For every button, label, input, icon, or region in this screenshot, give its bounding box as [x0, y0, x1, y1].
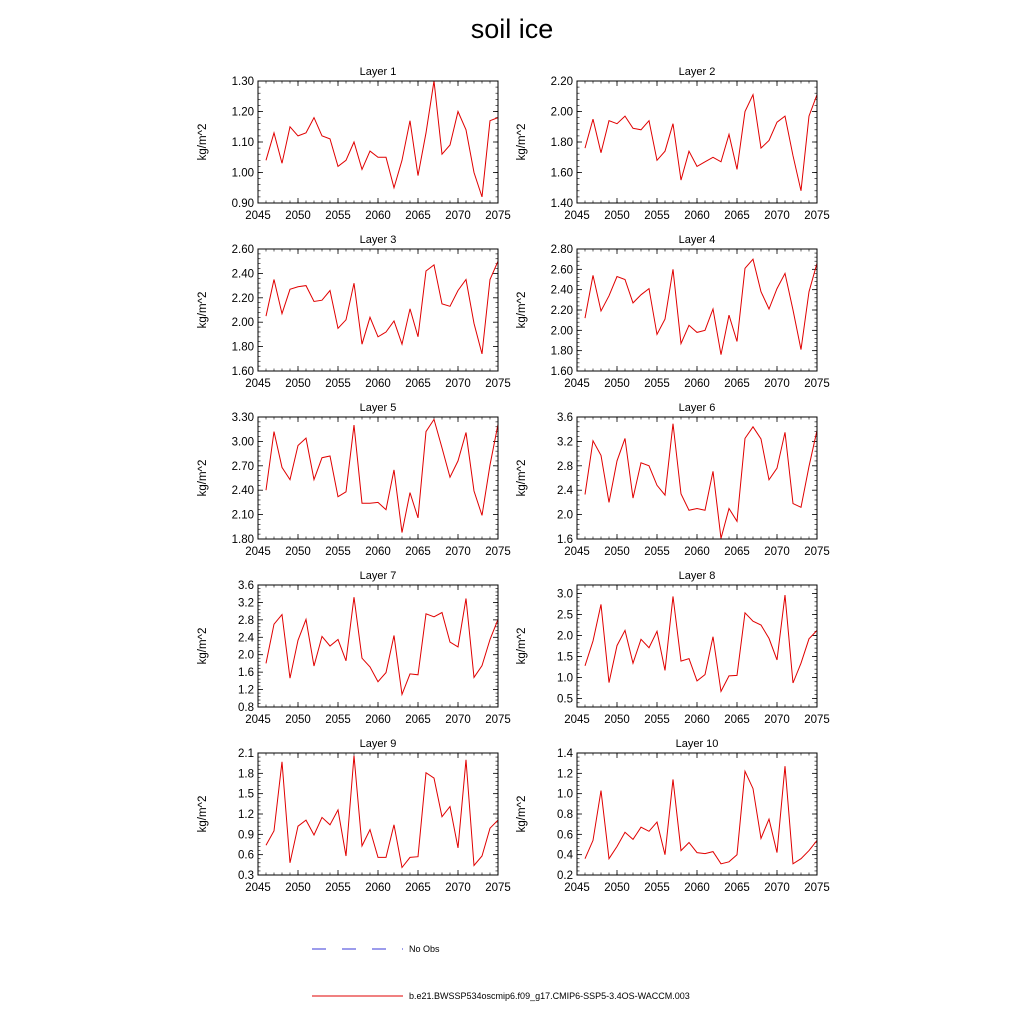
series-line: [266, 261, 498, 354]
y-tick-label: 2.00: [231, 317, 254, 330]
y-tick-label: 0.6: [238, 849, 254, 862]
y-tick-label: 2.60: [231, 244, 254, 256]
y-tick-label: 1.60: [550, 167, 573, 180]
series-line: [585, 95, 817, 191]
plot-frame: [258, 81, 498, 203]
x-tick-label: 2045: [564, 378, 590, 390]
plot-frame: [577, 249, 817, 371]
y-tick-label: 1.5: [238, 788, 254, 801]
y-tick-label: 2.0: [238, 649, 254, 662]
x-tick-label: 2070: [764, 378, 790, 390]
x-tick-label: 2065: [724, 210, 750, 222]
x-tick-label: 2055: [325, 210, 351, 222]
y-tick-label: 1.40: [550, 198, 573, 210]
x-tick-label: 2075: [804, 882, 830, 894]
x-tick-label: 2065: [724, 714, 750, 726]
y-tick-label: 1.4: [557, 748, 573, 760]
y-tick-label: 1.80: [231, 341, 254, 354]
panel-title: Layer 8: [678, 570, 716, 582]
y-tick-label: 0.3: [238, 870, 254, 882]
panel-title: Layer 3: [359, 234, 397, 246]
y-axis-label: kg/m^2: [197, 291, 209, 329]
x-tick-label: 2060: [684, 210, 710, 222]
x-tick-label: 2075: [804, 378, 830, 390]
y-tick-label: 1.30: [231, 76, 254, 88]
x-tick-label: 2060: [684, 714, 710, 726]
y-tick-label: 1.60: [550, 366, 573, 378]
x-tick-label: 2055: [325, 714, 351, 726]
x-tick-label: 2045: [564, 882, 590, 894]
y-tick-label: 2.80: [550, 244, 573, 256]
x-tick-label: 2045: [245, 378, 271, 390]
x-tick-label: 2060: [684, 882, 710, 894]
y-tick-label: 1.80: [550, 137, 573, 149]
y-axis-label: kg/m^2: [197, 123, 209, 161]
series-line: [585, 595, 817, 691]
y-axis-label: kg/m^2: [197, 627, 209, 665]
series-line: [585, 766, 817, 864]
x-tick-label: 2065: [405, 714, 431, 726]
legend-obs-label: No Obs: [409, 944, 440, 954]
y-tick-label: 2.8: [238, 614, 254, 627]
x-tick-label: 2060: [365, 546, 391, 558]
y-tick-label: 1.2: [238, 809, 254, 821]
panel-layer-3: [197, 234, 511, 390]
x-tick-label: 2065: [405, 546, 431, 558]
x-tick-label: 2060: [684, 378, 710, 390]
legend-model-label: b.e21.BWSSP534oscmip6.f09_g17.CMIP6-SSP5-3.4OS-WACCM.003: [409, 991, 690, 1001]
x-tick-label: 2045: [245, 210, 271, 222]
x-tick-label: 2070: [764, 882, 790, 894]
y-tick-label: 3.30: [231, 412, 254, 424]
y-tick-label: 0.2: [557, 870, 573, 882]
y-tick-label: 3.2: [238, 597, 254, 610]
plot-frame: [258, 249, 498, 371]
y-tick-label: 2.40: [550, 284, 573, 297]
y-tick-label: 2.5: [557, 609, 573, 622]
y-tick-label: 1.2: [238, 684, 254, 697]
series-line: [266, 419, 498, 532]
panel-layer-2: [516, 66, 830, 222]
y-tick-label: 1.2: [557, 768, 573, 781]
y-tick-label: 2.00: [550, 325, 573, 338]
x-tick-label: 2065: [724, 378, 750, 390]
panel-layer-10: [516, 738, 830, 894]
legend: [312, 949, 403, 996]
y-tick-label: 1.0: [557, 672, 573, 685]
panel-layer-6: [516, 402, 830, 558]
y-tick-label: 1.8: [238, 768, 254, 781]
y-tick-label: 2.10: [231, 509, 254, 522]
y-tick-label: 3.00: [231, 436, 254, 449]
panel-title: Layer 1: [359, 66, 397, 78]
x-tick-label: 2050: [604, 378, 630, 390]
y-tick-label: 0.90: [231, 198, 254, 210]
y-tick-label: 2.20: [231, 292, 254, 305]
panel-layer-8: [516, 570, 830, 726]
x-tick-label: 2065: [405, 378, 431, 390]
x-tick-label: 2050: [285, 714, 311, 726]
x-tick-label: 2070: [445, 378, 471, 390]
y-tick-label: 0.4: [557, 849, 573, 862]
plot-frame: [577, 81, 817, 203]
x-tick-label: 2050: [604, 714, 630, 726]
x-tick-label: 2070: [445, 210, 471, 222]
x-tick-label: 2060: [365, 378, 391, 390]
x-tick-label: 2075: [485, 882, 511, 894]
panel-layer-4: [516, 234, 830, 390]
y-axis-label: kg/m^2: [516, 459, 528, 497]
y-tick-label: 2.4: [238, 632, 254, 645]
y-tick-label: 1.6: [557, 534, 573, 546]
y-tick-label: 2.70: [231, 460, 254, 473]
y-tick-label: 1.10: [231, 137, 254, 149]
x-tick-label: 2060: [365, 714, 391, 726]
panel-title: Layer 7: [359, 570, 397, 582]
panel-layer-7: [197, 570, 511, 726]
panel-title: Layer 10: [675, 738, 719, 750]
x-tick-label: 2075: [485, 714, 511, 726]
y-tick-label: 0.6: [557, 829, 573, 842]
y-tick-label: 3.0: [557, 588, 573, 601]
x-tick-label: 2070: [445, 714, 471, 726]
panel-title: Layer 2: [678, 66, 716, 78]
y-tick-label: 1.80: [231, 534, 254, 546]
y-tick-label: 3.2: [557, 436, 573, 449]
x-tick-label: 2075: [485, 546, 511, 558]
figure-title: soil ice: [470, 14, 554, 44]
x-tick-label: 2070: [764, 210, 790, 222]
plot-frame: [577, 417, 817, 539]
x-tick-label: 2075: [485, 378, 511, 390]
y-tick-label: 2.8: [557, 460, 573, 473]
y-tick-label: 0.9: [238, 829, 254, 842]
panel-layer-9: [197, 738, 511, 894]
x-tick-label: 2055: [644, 378, 670, 390]
y-axis-label: kg/m^2: [197, 459, 209, 497]
y-tick-label: 3.6: [238, 580, 254, 592]
plot-frame: [258, 585, 498, 707]
y-tick-label: 0.8: [557, 809, 573, 821]
x-tick-label: 2050: [285, 210, 311, 222]
series-line: [585, 424, 817, 539]
x-tick-label: 2065: [405, 882, 431, 894]
x-tick-label: 2050: [604, 210, 630, 222]
y-tick-label: 1.20: [231, 106, 254, 119]
y-tick-label: 1.60: [231, 366, 254, 378]
y-tick-label: 3.6: [557, 412, 573, 424]
x-tick-label: 2050: [604, 882, 630, 894]
y-axis-label: kg/m^2: [516, 123, 528, 161]
y-tick-label: 1.0: [557, 788, 573, 801]
y-tick-label: 2.0: [557, 630, 573, 643]
panels-group: [197, 66, 830, 894]
x-tick-label: 2065: [724, 546, 750, 558]
x-tick-label: 2050: [285, 378, 311, 390]
y-tick-label: 2.0: [557, 509, 573, 522]
x-tick-label: 2050: [285, 882, 311, 894]
plot-frame: [577, 585, 817, 707]
x-tick-label: 2045: [564, 210, 590, 222]
y-axis-label: kg/m^2: [516, 795, 528, 833]
x-tick-label: 2075: [804, 210, 830, 222]
y-tick-label: 2.60: [550, 264, 573, 277]
y-tick-label: 2.40: [231, 268, 254, 281]
x-tick-label: 2050: [604, 546, 630, 558]
x-tick-label: 2075: [804, 714, 830, 726]
y-tick-label: 2.20: [550, 305, 573, 317]
series-line: [266, 597, 498, 694]
x-tick-label: 2070: [445, 882, 471, 894]
plot-frame: [258, 417, 498, 539]
x-tick-label: 2055: [644, 210, 670, 222]
x-tick-label: 2055: [644, 546, 670, 558]
x-tick-label: 2070: [764, 546, 790, 558]
x-tick-label: 2055: [644, 714, 670, 726]
x-tick-label: 2050: [285, 546, 311, 558]
x-tick-label: 2060: [365, 210, 391, 222]
y-axis-label: kg/m^2: [197, 795, 209, 833]
y-axis-label: kg/m^2: [516, 291, 528, 329]
y-tick-label: 0.5: [557, 693, 573, 706]
x-tick-label: 2060: [684, 546, 710, 558]
y-tick-label: 2.20: [550, 76, 573, 88]
x-tick-label: 2060: [365, 882, 391, 894]
y-tick-label: 2.00: [550, 106, 573, 119]
y-tick-label: 2.4: [557, 485, 573, 498]
x-tick-label: 2045: [564, 546, 590, 558]
x-tick-label: 2045: [245, 882, 271, 894]
panel-title: Layer 4: [678, 234, 716, 246]
y-axis-label: kg/m^2: [516, 627, 528, 665]
x-tick-label: 2065: [724, 882, 750, 894]
x-tick-label: 2070: [764, 714, 790, 726]
panel-title: Layer 9: [359, 738, 397, 750]
series-line: [585, 259, 817, 355]
x-tick-label: 2055: [325, 546, 351, 558]
x-tick-label: 2045: [245, 546, 271, 558]
x-tick-label: 2055: [325, 882, 351, 894]
series-line: [266, 756, 498, 868]
y-tick-label: 0.8: [238, 702, 254, 714]
x-tick-label: 2070: [445, 546, 471, 558]
x-tick-label: 2045: [245, 714, 271, 726]
x-tick-label: 2045: [564, 714, 590, 726]
x-tick-label: 2075: [804, 546, 830, 558]
series-line: [266, 81, 498, 197]
y-tick-label: 1.00: [231, 167, 254, 180]
y-tick-label: 1.80: [550, 345, 573, 358]
panel-layer-5: [197, 402, 511, 558]
x-tick-label: 2075: [485, 210, 511, 222]
panel-title: Layer 6: [678, 402, 716, 414]
y-tick-label: 2.1: [238, 748, 254, 760]
y-tick-label: 2.40: [231, 485, 254, 498]
panel-title: Layer 5: [359, 402, 397, 414]
y-tick-label: 1.6: [238, 667, 254, 680]
panel-layer-1: [197, 66, 511, 222]
y-tick-label: 1.5: [557, 651, 573, 664]
x-tick-label: 2055: [325, 378, 351, 390]
x-tick-label: 2055: [644, 882, 670, 894]
x-tick-label: 2065: [405, 210, 431, 222]
